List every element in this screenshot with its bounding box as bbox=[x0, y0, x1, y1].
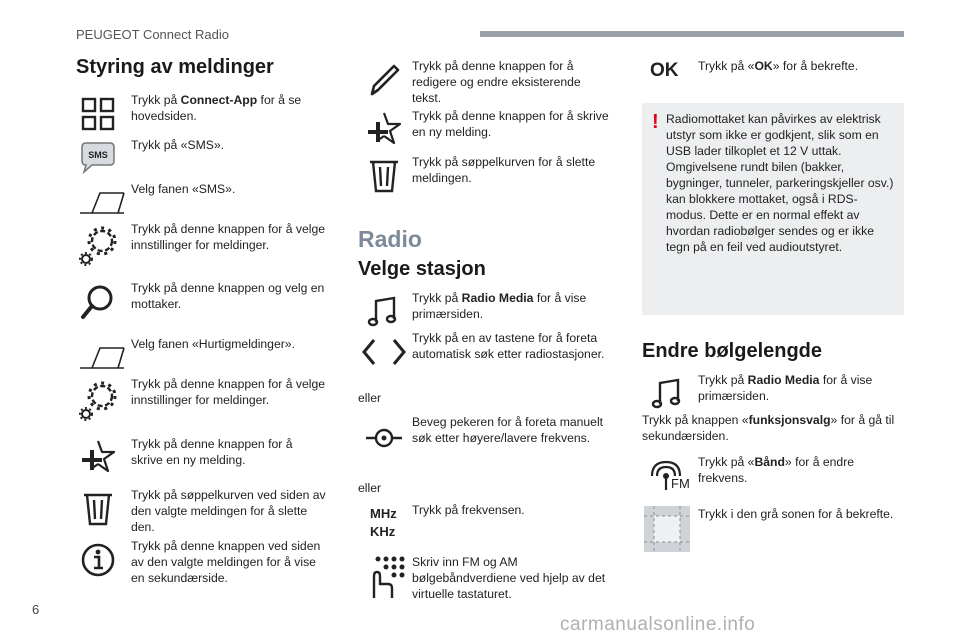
radio-title: Radio bbox=[358, 226, 422, 252]
sms-icon bbox=[78, 139, 118, 179]
frequency-text: Trykk på frekvensen. bbox=[412, 503, 525, 517]
fm-label: FM bbox=[671, 476, 690, 491]
manual-search-text: Beveg pekeren for å foreta manuelt søk etter høyere/lavere frekvens. bbox=[412, 415, 604, 445]
select-station-heading: Velge stasjon bbox=[358, 258, 486, 280]
fm-radio-icon bbox=[646, 456, 690, 496]
slider-cursor-icon bbox=[364, 418, 404, 458]
settings-gear-icon bbox=[78, 223, 118, 263]
warning-icon: ! bbox=[652, 111, 659, 133]
message-row-text: Trykk på søppelkurven ved siden av den valgte meldingen for å slette den. bbox=[131, 488, 326, 534]
edit-text: Trykk på denne knappen for å redigere og endre eksisterende tekst. bbox=[412, 59, 581, 105]
confirm-text: Trykk i den grå sonen for å bekrefte. bbox=[698, 507, 894, 521]
delete-text: Trykk på søppelkurven for å slette meldingen. bbox=[412, 155, 596, 185]
ok-text: Trykk på «OK» for å bekrefte. bbox=[698, 59, 859, 73]
message-row-text: Trykk på denne knappen ved siden av den valgte meldingen for å vise en sekundærside. bbox=[131, 539, 321, 585]
svg-text:SMS: SMS bbox=[88, 150, 108, 160]
message-row-text: Trykk på denne knappen for å skrive en ny melding. bbox=[131, 437, 293, 467]
star-plus-icon bbox=[78, 438, 118, 478]
seek-text: Trykk på en av tastene for å foreta automatisk søk etter radiostasjoner. bbox=[412, 331, 605, 361]
search-icon bbox=[78, 282, 118, 322]
khz-label: KHz bbox=[370, 524, 396, 539]
header-rule bbox=[480, 31, 904, 37]
music-note-icon bbox=[364, 292, 404, 332]
music-note-icon bbox=[648, 374, 688, 414]
info-icon bbox=[78, 540, 118, 580]
message-row-text: Trykk på denne knappen for å velge innstillinger for meldinger. bbox=[131, 222, 325, 252]
ok-label: OK bbox=[650, 60, 679, 81]
warning-text: Radiomottaket kan påvirkes av elektrisk utstyr som ikke er godkjent, slik som en USB lader tilkoplet et 12 V uttak. Omgivelsene rundt bilen (bakker, bygninger, tunneler, parkeringskjeller osv.) kan blokkere mottaket, også i RDS-modus. Dette er en normal effekt av hvordan radiobølger sendes og er ikke tegn på en feil ved audioutstyret. bbox=[666, 112, 894, 254]
settings-gear-icon bbox=[78, 378, 118, 418]
message-row-text: Trykk på denne knappen og velg en mottaker. bbox=[131, 281, 325, 311]
keypad-text: Skriv inn FM og AM bølgebåndverdiene ved hjelp av det virtuelle tastaturet. bbox=[412, 555, 606, 601]
messages-heading: Styring av meldinger bbox=[76, 56, 274, 78]
pencil-icon bbox=[364, 60, 404, 100]
watermark: carmanualsonline.info bbox=[560, 614, 756, 635]
header-title: PEUGEOT Connect Radio bbox=[76, 27, 229, 42]
page-number: 6 bbox=[32, 602, 40, 617]
star-plus-icon bbox=[364, 110, 404, 150]
chevron-left-right-icon bbox=[360, 332, 408, 372]
message-row-text: Trykk på «SMS». bbox=[131, 138, 225, 152]
mhz-label: MHz bbox=[370, 506, 397, 521]
or-text-1: eller bbox=[358, 391, 382, 405]
grey-zone-icon bbox=[644, 506, 690, 552]
trash-icon bbox=[78, 489, 118, 529]
trash-icon bbox=[364, 156, 404, 196]
band-text: Trykk på «Bånd» for å endre frekvens. bbox=[698, 455, 855, 485]
new-message-text: Trykk på denne knappen for å skrive en ny melding. bbox=[412, 109, 609, 139]
message-row-text: Trykk på Connect-App for å se hovedsiden. bbox=[131, 93, 302, 123]
tab-icon bbox=[78, 183, 118, 223]
tab-icon bbox=[78, 338, 118, 378]
or-text-2: eller bbox=[358, 481, 382, 495]
band-options-text: Trykk på knappen «funksjonsvalg» for å gå til sekundærsiden. bbox=[642, 413, 895, 443]
warning-box bbox=[642, 103, 904, 315]
keypad-touch-icon bbox=[364, 554, 408, 600]
band-media-text: Trykk på Radio Media for å vise primærsiden. bbox=[698, 373, 873, 403]
message-row-text: Velg fanen «SMS». bbox=[131, 182, 236, 196]
message-row-text: Velg fanen «Hurtigmeldinger». bbox=[131, 337, 295, 351]
radio-media-text: Trykk på Radio Media for å vise primærsiden. bbox=[412, 291, 587, 321]
message-row-text: Trykk på denne knappen for å velge innstillinger for meldinger. bbox=[131, 377, 325, 407]
apps-grid-icon bbox=[78, 94, 118, 134]
band-heading: Endre bølgelengde bbox=[642, 340, 823, 362]
